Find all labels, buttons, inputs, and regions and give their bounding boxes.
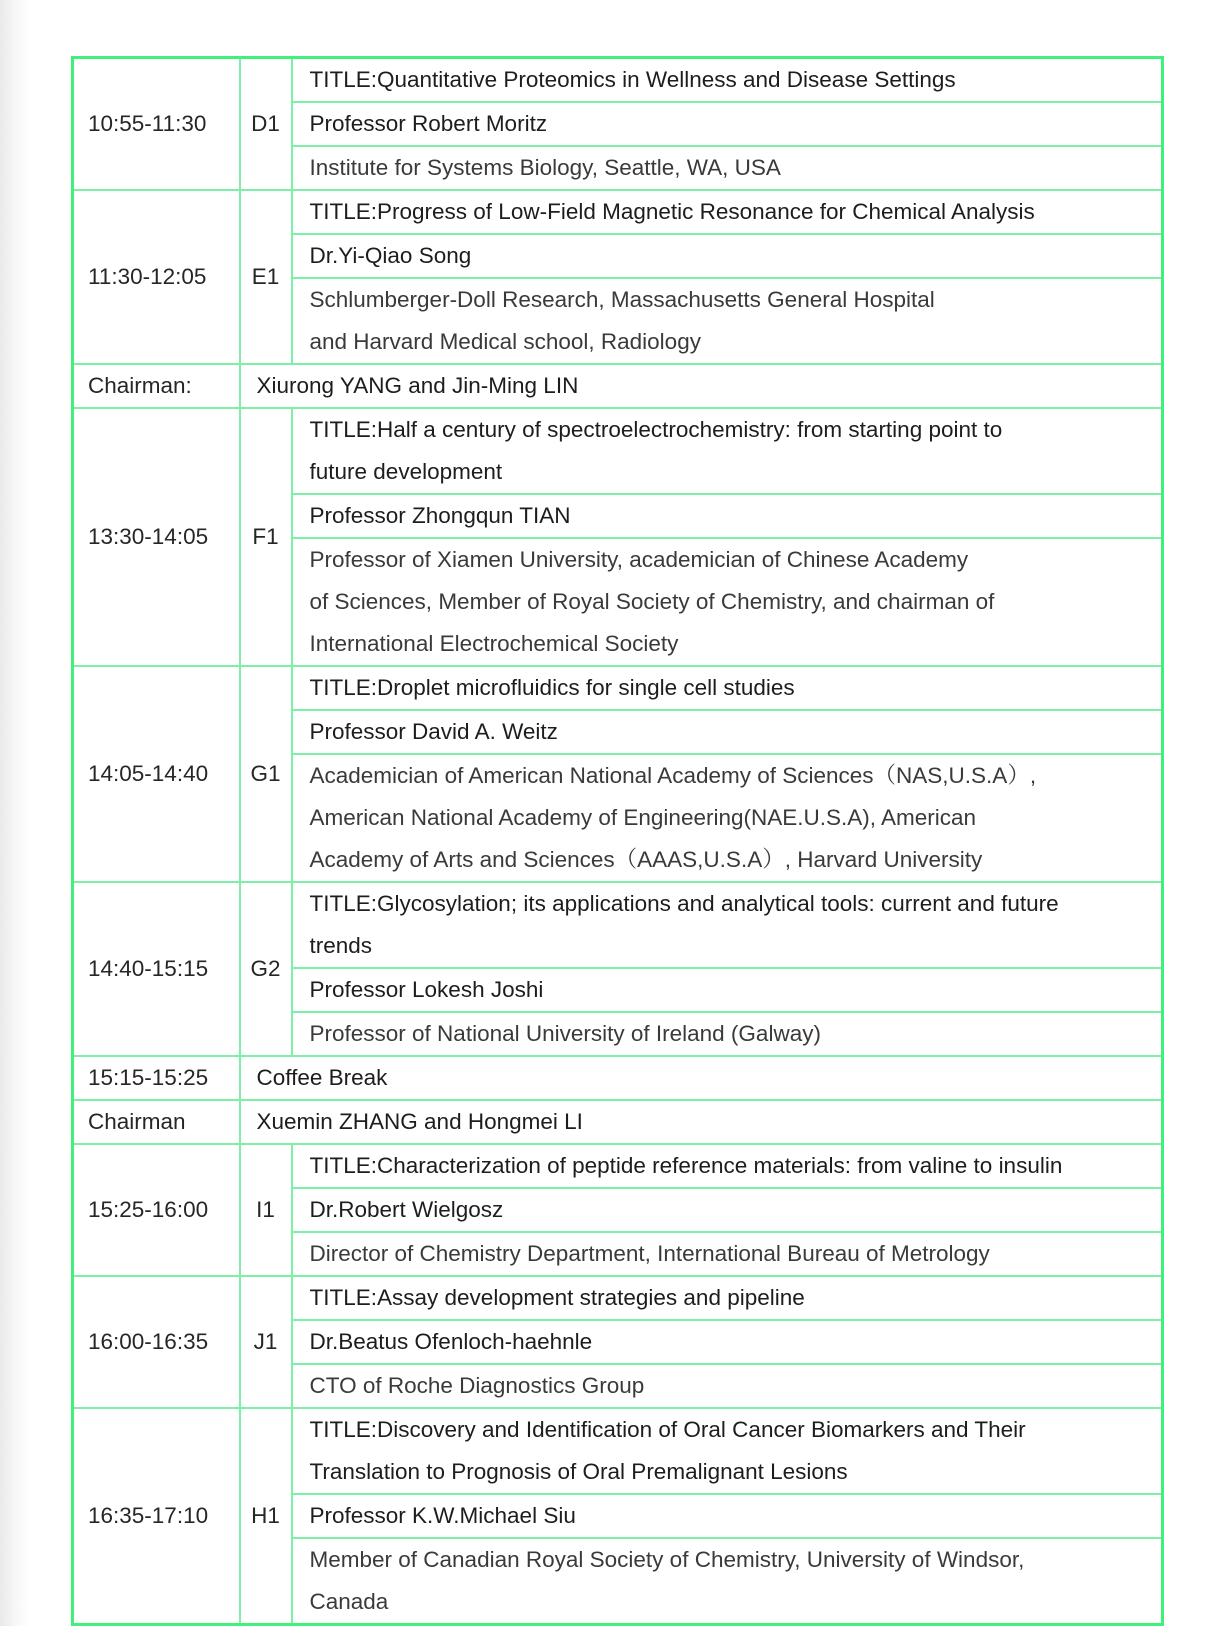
session-affiliation — [292, 1012, 1163, 1056]
session-speaker — [292, 494, 1163, 538]
coffee-break-value: Coffee Break — [240, 1056, 1163, 1100]
speaker-name: Dr.Robert Wielgosz — [309, 1197, 504, 1222]
speaker-name: Professor Lokesh Joshi — [309, 977, 544, 1002]
affiliation-line: Schlumberger-Doll Research, Massachusetts General Hospital — [309, 287, 935, 312]
affiliation-line: of Sciences, Member of Royal Society of Chemistry, and chairman of — [309, 589, 995, 614]
session-title-row — [73, 1408, 1163, 1494]
session-title — [292, 190, 1163, 234]
coffee-break-row — [73, 1056, 1163, 1100]
session-code: G2 — [240, 882, 292, 1056]
affiliation-line: Professor of National University of Ireland (Galway) — [309, 1021, 821, 1046]
session-time: 14:05-14:40 — [73, 666, 240, 882]
affiliation-line: Academician of American National Academy of Sciences（NAS,U.S.A）, — [309, 763, 1037, 788]
session-title-line: TITLE:Glycosylation; its applications and analytical tools: current and future — [309, 891, 1059, 916]
speaker-name: Professor Robert Moritz — [309, 111, 548, 136]
session-title — [292, 58, 1163, 103]
chairman-1-label: Chairman: — [73, 364, 240, 408]
session-title — [292, 1276, 1163, 1320]
speaker-name: Professor K.W.Michael Siu — [309, 1503, 576, 1528]
session-time: 16:00-16:35 — [73, 1276, 240, 1408]
affiliation-line: International Electrochemical Society — [309, 631, 679, 656]
affiliation-line: Member of Canadian Royal Society of Chemistry, University of Windsor, — [309, 1547, 1025, 1572]
session-title-line: TITLE:Assay development strategies and pipeline — [309, 1285, 805, 1310]
session-time: 11:30-12:05 — [73, 190, 240, 364]
chairman-2-row — [73, 1100, 1163, 1144]
session-code: J1 — [240, 1276, 292, 1408]
session-affiliation — [292, 538, 1163, 666]
session-title — [292, 1408, 1163, 1494]
session-title — [292, 882, 1163, 968]
session-time: 15:25-16:00 — [73, 1144, 240, 1276]
affiliation-line: Institute for Systems Biology, Seattle, WA, USA — [309, 155, 781, 180]
chairman-2-value: Xuemin ZHANG and Hongmei LI — [240, 1100, 1163, 1144]
speaker-name: Professor David A. Weitz — [309, 719, 558, 744]
session-title — [292, 666, 1163, 710]
session-title — [292, 408, 1163, 494]
session-title-line: TITLE:Quantitative Proteomics in Wellness and Disease Settings — [309, 67, 956, 92]
session-affiliation — [292, 1364, 1163, 1408]
session-title-row — [73, 1144, 1163, 1188]
session-time: 13:30-14:05 — [73, 408, 240, 666]
affiliation-line: Canada — [309, 1589, 389, 1614]
session-affiliation — [292, 278, 1163, 364]
session-title-line: TITLE:Half a century of spectroelectrochemistry: from starting point to — [309, 417, 1003, 442]
chairman-2-label: Chairman — [73, 1100, 240, 1144]
affiliation-line: American National Academy of Engineering(NAE.U.S.A), American — [309, 805, 977, 830]
session-title-row — [73, 408, 1163, 494]
session-speaker — [292, 710, 1163, 754]
session-code: H1 — [240, 1408, 292, 1625]
session-code: G1 — [240, 666, 292, 882]
coffee-break-label: 15:15-15:25 — [73, 1056, 240, 1100]
session-title-line: Translation to Prognosis of Oral Premalignant Lesions — [309, 1459, 848, 1484]
session-time: 14:40-15:15 — [73, 882, 240, 1056]
session-speaker — [292, 234, 1163, 278]
speaker-name: Dr.Yi-Qiao Song — [309, 243, 472, 268]
session-title-line: future development — [309, 459, 503, 484]
affiliation-line: CTO of Roche Diagnostics Group — [309, 1373, 645, 1398]
session-title-row — [73, 58, 1163, 103]
speaker-name: Professor Zhongqun TIAN — [309, 503, 571, 528]
affiliation-line: Academy of Arts and Sciences（AAAS,U.S.A）, Harvard University — [309, 847, 983, 872]
session-title-line: TITLE:Progress of Low-Field Magnetic Resonance for Chemical Analysis — [309, 199, 1035, 224]
session-title-row — [73, 190, 1163, 234]
session-title-row — [73, 882, 1163, 968]
session-title-row — [73, 1276, 1163, 1320]
session-title-line: TITLE:Characterization of peptide reference materials: from valine to insulin — [309, 1153, 1063, 1178]
session-affiliation — [292, 754, 1163, 882]
session-code: F1 — [240, 408, 292, 666]
session-affiliation — [292, 1538, 1163, 1625]
session-code: I1 — [240, 1144, 292, 1276]
speaker-name: Dr.Beatus Ofenloch-haehnle — [309, 1329, 593, 1354]
session-speaker — [292, 1320, 1163, 1364]
session-affiliation — [292, 1232, 1163, 1276]
session-time: 10:55-11:30 — [73, 58, 240, 191]
affiliation-line: Director of Chemistry Department, International Bureau of Metrology — [309, 1241, 990, 1266]
session-title-row — [73, 666, 1163, 710]
session-title-line: TITLE:Droplet microfluidics for single cell studies — [309, 675, 795, 700]
session-time: 16:35-17:10 — [73, 1408, 240, 1625]
session-title-line: TITLE:Discovery and Identification of Oral Cancer Biomarkers and Their — [309, 1417, 1026, 1442]
session-code: D1 — [240, 58, 292, 191]
session-title — [292, 1144, 1163, 1188]
session-title-line: trends — [309, 933, 373, 958]
chairman-1-row — [73, 364, 1163, 408]
session-code: E1 — [240, 190, 292, 364]
session-speaker — [292, 968, 1163, 1012]
session-affiliation — [292, 146, 1163, 190]
session-speaker — [292, 1494, 1163, 1538]
affiliation-line: Professor of Xiamen University, academician of Chinese Academy — [309, 547, 969, 572]
affiliation-line: and Harvard Medical school, Radiology — [309, 329, 701, 354]
schedule-table — [71, 56, 1164, 1626]
session-speaker — [292, 1188, 1163, 1232]
chairman-1-value: Xiurong YANG and Jin-Ming LIN — [240, 364, 1163, 408]
session-speaker — [292, 102, 1163, 146]
